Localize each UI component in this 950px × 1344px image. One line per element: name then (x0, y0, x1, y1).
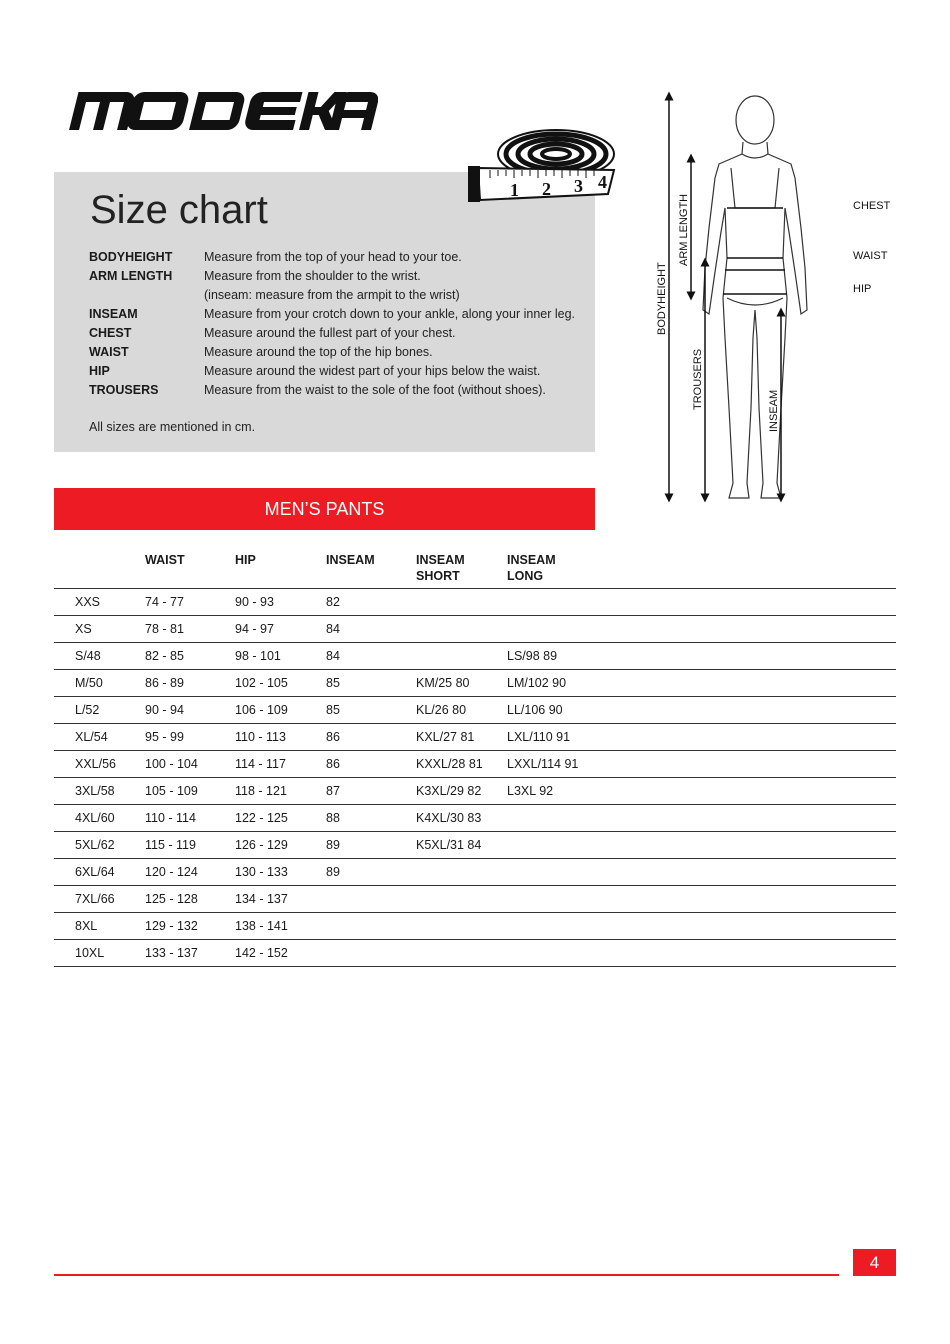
table-cell: 90 - 93 (235, 589, 326, 616)
table-cell: 106 - 109 (235, 697, 326, 724)
table-cell: 6XL/64 (54, 859, 145, 886)
table-cell: S/48 (54, 643, 145, 670)
table-row (54, 805, 896, 832)
table-cell (416, 616, 507, 643)
table-cell (416, 940, 507, 967)
table-cell: LS/98 89 (507, 643, 896, 670)
table-cell: 78 - 81 (145, 616, 235, 643)
table-row (54, 751, 896, 778)
units-note: All sizes are mentioned in cm. (89, 420, 256, 434)
definition-row: WAIST Measure around the top of the hip bones. (89, 345, 433, 359)
definition-row: CHEST Measure around the fullest part of your chest. (89, 326, 456, 340)
table-cell: 120 - 124 (145, 859, 235, 886)
table-cell: 110 - 114 (145, 805, 235, 832)
tape-number: 2 (542, 179, 551, 199)
table-row (54, 913, 896, 940)
measuring-tape-icon (466, 128, 616, 206)
column-header: HIP (235, 546, 326, 589)
arm-length-label: ARM LENGTH (678, 193, 690, 266)
table-cell: 118 - 121 (235, 778, 326, 805)
table-cell: K4XL/30 83 (416, 805, 507, 832)
size-chart-panel (54, 172, 595, 452)
table-cell: 134 - 137 (235, 886, 326, 913)
table-cell: LXL/110 91 (507, 724, 896, 751)
table-cell (507, 940, 896, 967)
table-row (54, 697, 896, 724)
table-cell: 133 - 137 (145, 940, 235, 967)
table-cell (416, 859, 507, 886)
table-row (54, 616, 896, 643)
table-cell: 10XL (54, 940, 145, 967)
footer-line (54, 1274, 839, 1276)
table-cell: 94 - 97 (235, 616, 326, 643)
table-cell: 86 (326, 724, 416, 751)
table-cell: 84 (326, 643, 416, 670)
table-cell: L3XL 92 (507, 778, 896, 805)
table-cell: XL/54 (54, 724, 145, 751)
column-header: INSEAM (326, 546, 416, 589)
table-cell: 126 - 129 (235, 832, 326, 859)
header-line: INSEAM LONG (507, 553, 556, 583)
table-cell: 85 (326, 697, 416, 724)
body-measurement-figure (645, 88, 905, 508)
table-cell: 82 (326, 589, 416, 616)
table-cell: 4XL/60 (54, 805, 145, 832)
definition-row: TROUSERS Measure from the waist to the sole of the foot (without shoes). (89, 383, 546, 397)
table-cell: 74 - 77 (145, 589, 235, 616)
table-cell: LXXL/114 91 (507, 751, 896, 778)
table-cell: 98 - 101 (235, 643, 326, 670)
size-table (54, 546, 896, 967)
section-banner: MEN’S PANTS (54, 488, 595, 530)
table-cell: 138 - 141 (235, 913, 326, 940)
page-title: Size chart (90, 188, 268, 232)
table-cell: 8XL (54, 913, 145, 940)
table-cell (416, 643, 507, 670)
table-cell: 90 - 94 (145, 697, 235, 724)
table-row (54, 643, 896, 670)
table-cell: XS (54, 616, 145, 643)
table-cell (326, 940, 416, 967)
table-cell (416, 913, 507, 940)
table-cell: 7XL/66 (54, 886, 145, 913)
table-cell: L/52 (54, 697, 145, 724)
table-row (54, 670, 896, 697)
trousers-label: TROUSERS (692, 348, 704, 410)
definitions-list (89, 248, 589, 400)
table-cell: 129 - 132 (145, 913, 235, 940)
table-cell (507, 589, 896, 616)
page-number: 4 (853, 1249, 896, 1276)
table-cell: 89 (326, 832, 416, 859)
table-row (54, 832, 896, 859)
definition-row: (inseam: measure from the armpit to the wrist) (204, 288, 460, 302)
table-cell: 95 - 99 (145, 724, 235, 751)
table-cell: 82 - 85 (145, 643, 235, 670)
table-cell: LL/106 90 (507, 697, 896, 724)
table-row (54, 886, 896, 913)
table-cell (326, 913, 416, 940)
table-cell: KXXL/28 81 (416, 751, 507, 778)
table-cell (507, 886, 896, 913)
table-cell (326, 886, 416, 913)
column-header (507, 546, 896, 589)
tape-number: 4 (598, 172, 607, 192)
table-row (54, 940, 896, 967)
table-cell: XXS (54, 589, 145, 616)
table-cell: 5XL/62 (54, 832, 145, 859)
definition-row: INSEAM Measure from your crotch down to your ankle, along your inner leg. (89, 307, 576, 321)
table-cell: K5XL/31 84 (416, 832, 507, 859)
modeka-logo (64, 86, 378, 134)
table-cell: 100 - 104 (145, 751, 235, 778)
inseam-label: INSEAM (768, 389, 780, 432)
waist-label: WAIST (853, 250, 888, 262)
table-cell: XXL/56 (54, 751, 145, 778)
hip-label: HIP (853, 283, 872, 295)
table-header-row (54, 546, 896, 589)
table-cell: KXL/27 81 (416, 724, 507, 751)
table-row (54, 778, 896, 805)
tape-number: 3 (574, 176, 583, 196)
table-cell (507, 616, 896, 643)
table-cell: 3XL/58 (54, 778, 145, 805)
column-header (416, 546, 507, 589)
table-cell: 125 - 128 (145, 886, 235, 913)
table-cell (416, 886, 507, 913)
definition-row: ARM LENGTH Measure from the shoulder to the wrist. (89, 269, 421, 283)
table-cell: 84 (326, 616, 416, 643)
table-cell: 87 (326, 778, 416, 805)
tape-number: 1 (510, 180, 519, 200)
column-header: WAIST (145, 546, 235, 589)
table-cell: 102 - 105 (235, 670, 326, 697)
table-cell: K3XL/29 82 (416, 778, 507, 805)
table-cell (507, 913, 896, 940)
column-header (54, 546, 145, 589)
table-cell (507, 832, 896, 859)
table-cell: 114 - 117 (235, 751, 326, 778)
table-cell: M/50 (54, 670, 145, 697)
table-row (54, 724, 896, 751)
definition-row: BODYHEIGHT Measure from the top of your head to your toe. (89, 250, 462, 264)
table-cell (507, 805, 896, 832)
table-cell: 130 - 133 (235, 859, 326, 886)
table-cell: 89 (326, 859, 416, 886)
table-cell: 88 (326, 805, 416, 832)
table-cell: 85 (326, 670, 416, 697)
table-cell: 105 - 109 (145, 778, 235, 805)
definition-row: HIP Measure around the widest part of your hips below the waist. (89, 364, 541, 378)
chest-label: CHEST (853, 200, 891, 212)
header-line: INSEAM SHORT (416, 553, 465, 583)
table-row (54, 589, 896, 616)
table-cell (416, 589, 507, 616)
bodyheight-label: BODYHEIGHT (656, 262, 668, 335)
table-cell: 86 (326, 751, 416, 778)
table-cell: 110 - 113 (235, 724, 326, 751)
table-cell: LM/102 90 (507, 670, 896, 697)
table-cell: 86 - 89 (145, 670, 235, 697)
table-cell: KM/25 80 (416, 670, 507, 697)
table-cell (507, 859, 896, 886)
table-row (54, 859, 896, 886)
table-cell: KL/26 80 (416, 697, 507, 724)
table-cell: 122 - 125 (235, 805, 326, 832)
table-cell: 142 - 152 (235, 940, 326, 967)
table-cell: 115 - 119 (145, 832, 235, 859)
